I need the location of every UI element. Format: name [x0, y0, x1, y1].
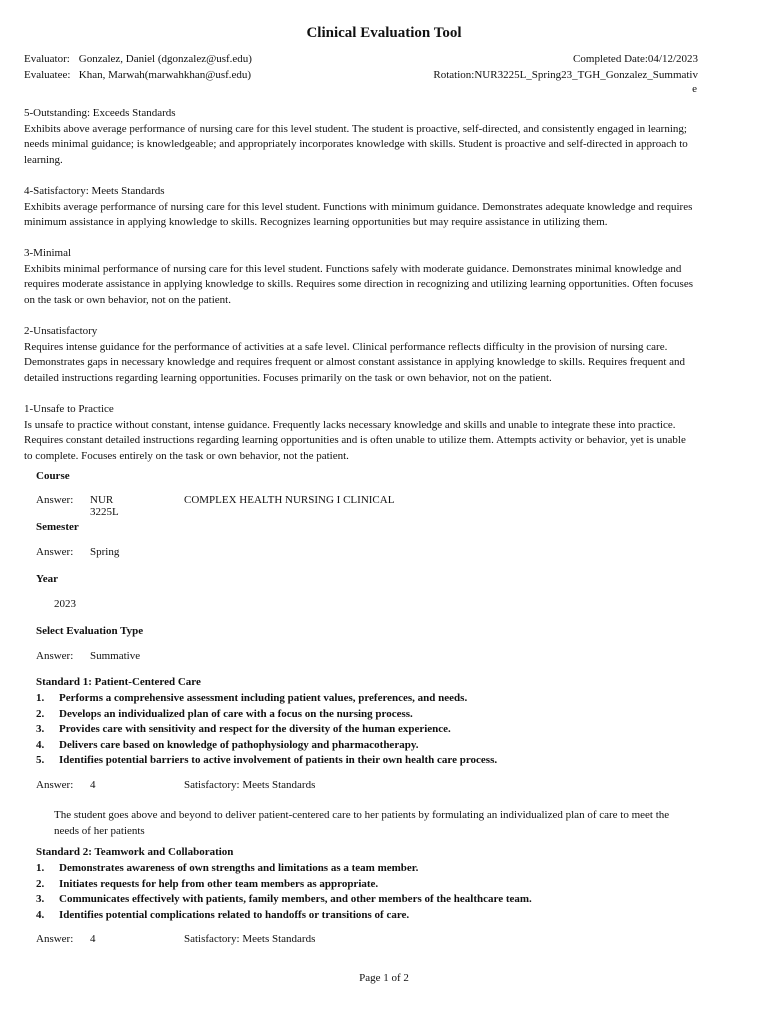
course-code: NUR 3225L	[90, 494, 119, 518]
scale-level-3	[24, 246, 694, 308]
item-text: Identifies potential barriers to active involvement of patients in their own health care process.	[59, 754, 498, 766]
item-number: 2.	[36, 877, 45, 890]
item-number: 3.	[36, 723, 45, 735]
item-text: Initiates requests for help from other team members as appropriate.	[59, 877, 379, 890]
item-text: Identifies potential complications related to handoffs or transitions of care.	[59, 908, 410, 921]
standard-1-comment: The student goes above and beyond to deliver patient-centered care to her patients by formulating an individualized plan of care to meet the needs of her patients	[54, 809, 670, 837]
evaluator-label: Evaluator:	[24, 53, 70, 65]
course-name: COMPLEX HEALTH NURSING I CLINICAL	[184, 494, 395, 506]
scale-text: Exhibits minimal performance of nursing care for this level student. Functions safely with moderate guidance. Demonstrates minimal knowledge and requires moderate assistance in applying knowledge to skills. Requires some direction in recognizing and utilizing learning opportunities. Often focuses on the task or own behavior, not on the patient.	[24, 262, 694, 306]
standard-1-title: Standard 1: Patient-Centered Care	[36, 676, 201, 688]
standard-2-title: Standard 2: Teamwork and Collaboration	[36, 846, 234, 858]
evaluatee-value: Khan, Marwah(marwahkhan@usf.edu)	[78, 69, 252, 81]
header-details	[338, 51, 698, 83]
answer-label: Answer:	[36, 650, 74, 662]
document-title: Clinical Evaluation Tool	[306, 25, 462, 41]
item-text: Develops an individualized plan of care with a focus on the nursing process.	[59, 707, 413, 720]
eval-type-label: Select Evaluation Type	[36, 625, 144, 637]
evaluatee-label: Evaluatee:	[24, 69, 71, 81]
item-text: Performs a comprehensive assessment including patient values, preferences, and needs.	[59, 692, 468, 704]
item-number: 1.	[36, 692, 45, 704]
answer-label: Answer:	[36, 546, 74, 558]
standard-2-rating: Satisfactory: Meets Standards	[184, 933, 316, 945]
scale-text: Exhibits average performance of nursing care for this level student. Functions with minimum guidance. Demonstrates adequate knowledge and requires minimum assistance in applying knowledge to skills. Recognizes learning opportunities but may require assistance in utilizing them.	[24, 200, 693, 229]
evaluator-row	[24, 51, 252, 67]
semester-label: Semester	[36, 521, 79, 533]
answer-label: Answer:	[36, 933, 74, 945]
standard-1-score: 4	[90, 779, 96, 791]
completed-date: Completed Date:04/12/2023	[573, 53, 698, 65]
item-text: Delivers care based on knowledge of pathophysiology and pharmacotherapy.	[59, 738, 419, 751]
scale-level-4	[24, 184, 694, 231]
answer-label: Answer:	[36, 494, 74, 506]
item-text: Demonstrates awareness of own strengths and limitations as a team member.	[59, 862, 419, 874]
item-number: 1.	[36, 862, 45, 874]
rotation: Rotation:NUR3225L_Spring23_TGH_Gonzalez_Summativ	[433, 69, 698, 81]
evaluatee-row	[24, 67, 252, 83]
item-number: 3.	[36, 893, 45, 905]
answer-label: Answer:	[36, 779, 74, 791]
scale-level-2	[24, 324, 694, 386]
item-text: Provides care with sensitivity and respect for the diversity of the human experience.	[59, 723, 451, 735]
header-people	[24, 51, 252, 83]
scale-heading: 5-Outstanding: Exceeds Standards	[24, 107, 176, 119]
evaluator-value: Gonzalez, Daniel (dgonzalez@usf.edu)	[78, 53, 252, 65]
year-value: 2023	[54, 598, 76, 610]
item-number: 5.	[36, 754, 45, 766]
scale-level-5	[24, 106, 694, 168]
item-number: 4.	[36, 908, 45, 921]
scale-text: Is unsafe to practice without constant, intense guidance. Frequently lacks necessary knowledge and skills and unable to integrate these into practice. Requires constant detailed instructions regarding learning opportunities and is often unable to utilize them. Attempts activity or behavior, yet is unable to complete. Focuses entirely on the task or own behavior, not the patient.	[24, 418, 686, 462]
year-label: Year	[36, 573, 58, 585]
semester-value: Spring	[90, 546, 120, 558]
scale-level-1	[24, 402, 694, 464]
scale-text: Exhibits above average performance of nursing care for this level student. The student is proactive, self-directed, and consistently engaged in learning; needs minimal guidance; is knowledgeable; and appropriately incorporates knowledge with skills. Student is proactive and self-directed in approach to learning.	[24, 122, 688, 166]
item-number: 4.	[36, 738, 45, 751]
scale-heading: 2-Unsatisfactory	[24, 325, 98, 337]
scale-heading: 1-Unsafe to Practice	[24, 403, 114, 415]
eval-type-value: Summative	[90, 650, 141, 662]
page-number: Page 1 of 2	[359, 972, 409, 984]
scale-heading: 3-Minimal	[24, 247, 72, 259]
item-number: 2.	[36, 707, 45, 720]
scale-text: Requires intense guidance for the performance of activities at a safe level. Clinical performance reflects difficulty in the provision of nursing care. Demonstrates gaps in necessary knowledge and requires frequent or almost constant assistance in applying knowledge to skills. Requires frequent and detailed instructions regarding learning opportunities. Focuses primarily on the task or own behavior, not on the patient.	[24, 340, 686, 384]
item-text: Communicates effectively with patients, family members, and other members of the healthcare team.	[59, 893, 532, 905]
rotation-wrap: e	[692, 83, 697, 95]
standard-2-score: 4	[90, 933, 96, 945]
course-label: Course	[36, 470, 70, 482]
standard-1-rating: Satisfactory: Meets Standards	[184, 779, 316, 791]
scale-heading: 4-Satisfactory: Meets Standards	[24, 185, 165, 197]
